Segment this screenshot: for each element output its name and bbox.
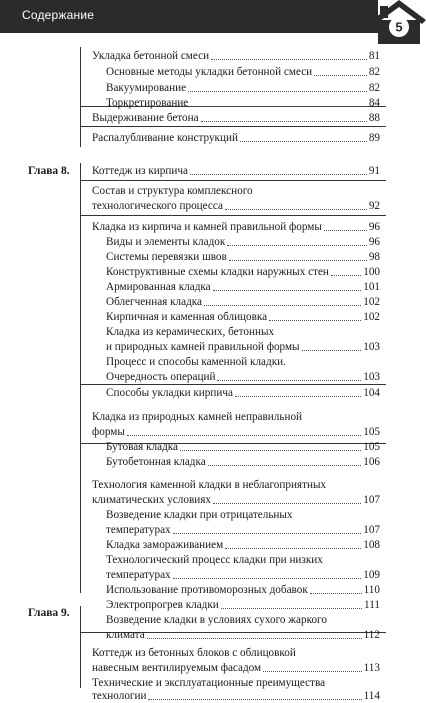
toc-entry[interactable]: Технология каменной кладки в неблагоприятных: [92, 479, 327, 491]
toc-entry[interactable]: климатических условиях 107: [92, 494, 380, 506]
toc-entry[interactable]: Технологический процесс кладки при низких: [106, 554, 323, 566]
divider: [80, 126, 386, 127]
divider: [80, 215, 386, 216]
section-rule: [80, 47, 81, 147]
page-number-badge: 5: [395, 19, 403, 35]
toc-entry[interactable]: Состав и структура комплексного: [92, 185, 253, 197]
toc-entry[interactable]: климата 112: [106, 629, 380, 641]
toc-entry[interactable]: Кладка из кирпича и камней правильной формы 96: [92, 221, 380, 233]
toc-entry[interactable]: Кладка из керамических, бетонных: [106, 326, 275, 338]
toc-entry[interactable]: Возведение кладки при отрицательных: [106, 509, 293, 521]
toc-entry[interactable]: Коттедж из бетонных блоков с облицовкой: [92, 647, 296, 659]
toc-entry[interactable]: Основные методы укладки бетонной смеси 82: [106, 66, 380, 78]
toc-entry[interactable]: Кирпичная и каменная облицовка 102: [106, 311, 380, 323]
toc-entry[interactable]: Торкретирование 84: [106, 97, 380, 109]
toc-entry[interactable]: Облегченная кладка 102: [106, 296, 380, 308]
toc-entry[interactable]: Укладка бетонной смеси 81: [92, 50, 380, 62]
toc-entry[interactable]: Электропрогрев кладки 111: [106, 599, 380, 611]
toc-entry[interactable]: Конструктивные схемы кладки наружных стен 100: [106, 266, 380, 278]
chapter-label: Глава 9.: [28, 607, 70, 619]
divider: [80, 180, 386, 181]
toc-entry[interactable]: Вакуумирование 82: [106, 82, 380, 94]
toc-entry[interactable]: формы 105: [92, 426, 380, 438]
toc-entry[interactable]: Кладка замораживанием 108: [106, 539, 380, 551]
toc-entry[interactable]: технологического процесса 92: [92, 200, 380, 212]
toc-entry[interactable]: Распалубливание конструкций 89: [92, 132, 380, 144]
toc-entry[interactable]: Технические и эксплуатационные преимущества: [92, 677, 326, 689]
house-logo-icon: [372, 0, 426, 44]
toc-entry[interactable]: Процесс и способы каменной кладки.: [106, 356, 286, 368]
section-rule: [80, 163, 81, 593]
toc-entry[interactable]: Виды и элементы кладок 96: [106, 236, 380, 248]
toc-entry[interactable]: Кладка из природных камней неправильной: [92, 411, 303, 423]
header-title: Содержание: [22, 8, 95, 22]
toc-entry[interactable]: Армированная кладка 101: [106, 281, 380, 293]
divider: [80, 384, 386, 385]
toc-entry[interactable]: навесным вентилируемым фасадом 113: [92, 662, 380, 674]
toc-entry[interactable]: Бутовая кладка 105: [106, 441, 380, 453]
section-rule: [80, 606, 81, 688]
toc-entry[interactable]: и природных камней правильной формы 103: [106, 341, 380, 353]
toc-entry[interactable]: Коттедж из кирпича 91: [92, 165, 380, 177]
toc-entry[interactable]: Системы перевязки швов 98: [106, 251, 380, 263]
toc-entry[interactable]: Использование противоморозных добавок 110: [106, 584, 380, 596]
chapter-label: Глава 8.: [28, 165, 70, 177]
toc-entry[interactable]: Очередность операций 103: [106, 371, 380, 383]
toc-entry[interactable]: технологии 114: [92, 690, 380, 702]
toc-entry[interactable]: Способы укладки кирпича 104: [106, 387, 380, 399]
toc-entry[interactable]: Выдерживание бетона 88: [92, 112, 380, 124]
toc-entry[interactable]: температурах 109: [106, 569, 380, 581]
toc-entry[interactable]: Бутобетонная кладка 106: [106, 456, 380, 468]
header-bar: [0, 0, 378, 33]
toc-entry[interactable]: Возведение кладки в условиях сухого жаркого: [106, 614, 327, 626]
toc-entry[interactable]: температурах 107: [106, 524, 380, 536]
